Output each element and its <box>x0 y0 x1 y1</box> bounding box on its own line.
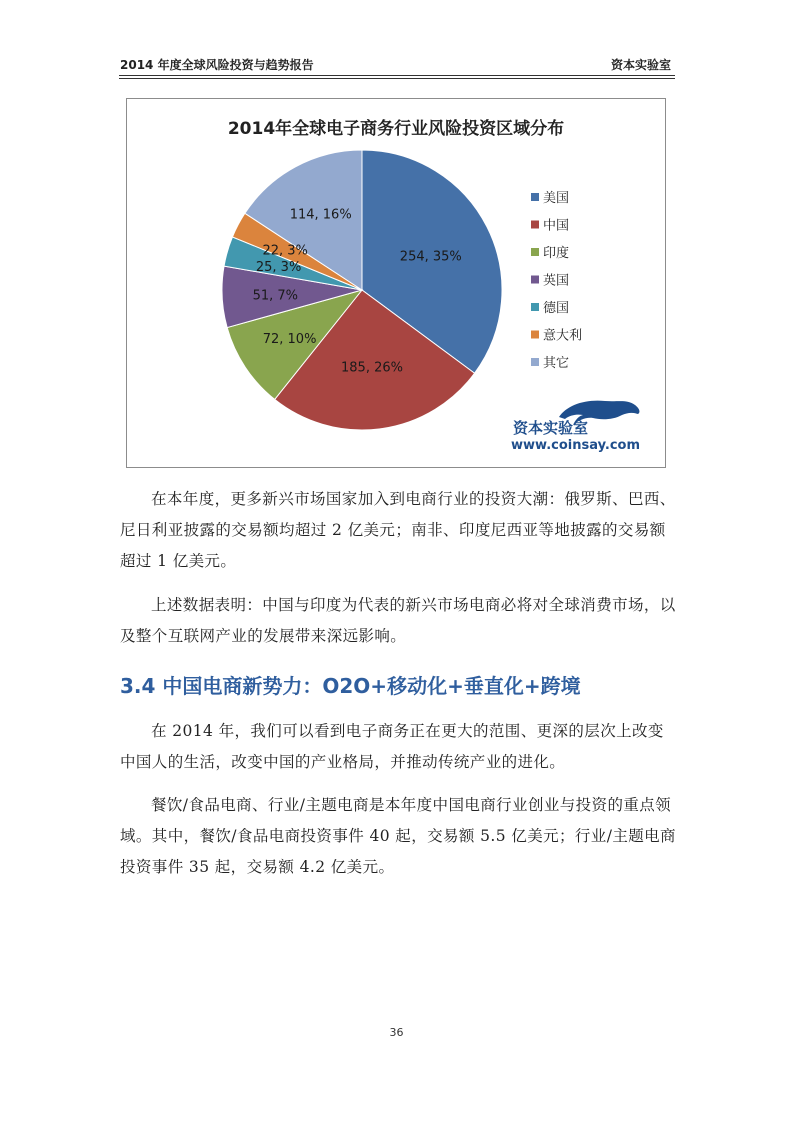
pie-slice-data-label: 22, 3% <box>262 243 308 259</box>
paragraph-data-conclusion: 上述数据表明：中国与印度为代表的新兴市场电商必将对全球消费市场，以及整个互联网产业的发展带来深远影响。 <box>120 596 676 645</box>
paragraph-ecommerce-change: 在 2014 年，我们可以看到电子商务正在更大的范围、更深的层次上改变中国人的生活，改变中国的产业格局，并推动传统产业的进化。 <box>120 722 664 771</box>
header-brand: 资本实验室 <box>610 58 671 72</box>
legend-label: 印度 <box>543 246 570 261</box>
legend-swatch <box>531 276 539 284</box>
legend-swatch <box>531 248 539 256</box>
header-report-title: 2014 年度全球风险投资与趋势报告 <box>120 58 314 72</box>
pie-chart <box>127 99 665 467</box>
header-rule <box>119 75 675 76</box>
legend-label: 英国 <box>543 273 570 289</box>
legend-label: 德国 <box>543 301 570 316</box>
legend-label: 意大利 <box>543 328 583 344</box>
page-number: 36 <box>389 1026 404 1039</box>
pie-slice-data-label: 254, 35% <box>399 249 462 265</box>
legend-swatch <box>531 358 539 366</box>
pie-chart-frame <box>126 98 666 468</box>
legend-swatch <box>531 193 539 201</box>
legend-swatch <box>531 221 539 229</box>
legend-swatch <box>531 331 539 339</box>
pie-slice-data-label: 114, 16% <box>289 207 352 223</box>
pie-slice-data-label: 25, 3% <box>255 260 302 275</box>
section-heading: 3.4 中国电商新势力：O2O+移动化+垂直化+跨境 <box>120 674 581 698</box>
chart-title: 2014年全球电子商务行业风险投资区域分布 <box>227 119 565 139</box>
legend-label: 中国 <box>543 218 570 234</box>
watermark-url: www.coinsay.com <box>511 438 640 453</box>
header-rule-thin <box>119 78 675 79</box>
watermark-logo <box>511 401 640 453</box>
legend-label: 美国 <box>543 191 570 206</box>
legend-swatch <box>531 303 539 311</box>
pie-slice-data-label: 72, 10% <box>262 331 317 347</box>
pie-slice-data-label: 185, 26% <box>341 360 403 376</box>
watermark-brand: 资本实验室 <box>513 419 589 437</box>
pie-slice-data-label: 51, 7% <box>252 288 299 304</box>
paragraph-emerging-markets: 在本年度，更多新兴市场国家加入到电商行业的投资大潮：俄罗斯、巴西、尼日利亚披露的交易额均超过 2 亿美元；南非、印度尼西亚等地披露的交易额超过 1 亿美元。 <box>120 490 676 570</box>
paragraph-food-vertical: 餐饮/食品电商、行业/主题电商是本年度中国电商行业创业与投资的重点领域。其中，餐饮/食品电商投资事件 40 起，交易额 5.5 亿美元；行业/主题电商投资事件 35 起，交易额 4.2 亿美元。 <box>120 796 676 876</box>
legend-label: 其它 <box>543 356 570 371</box>
